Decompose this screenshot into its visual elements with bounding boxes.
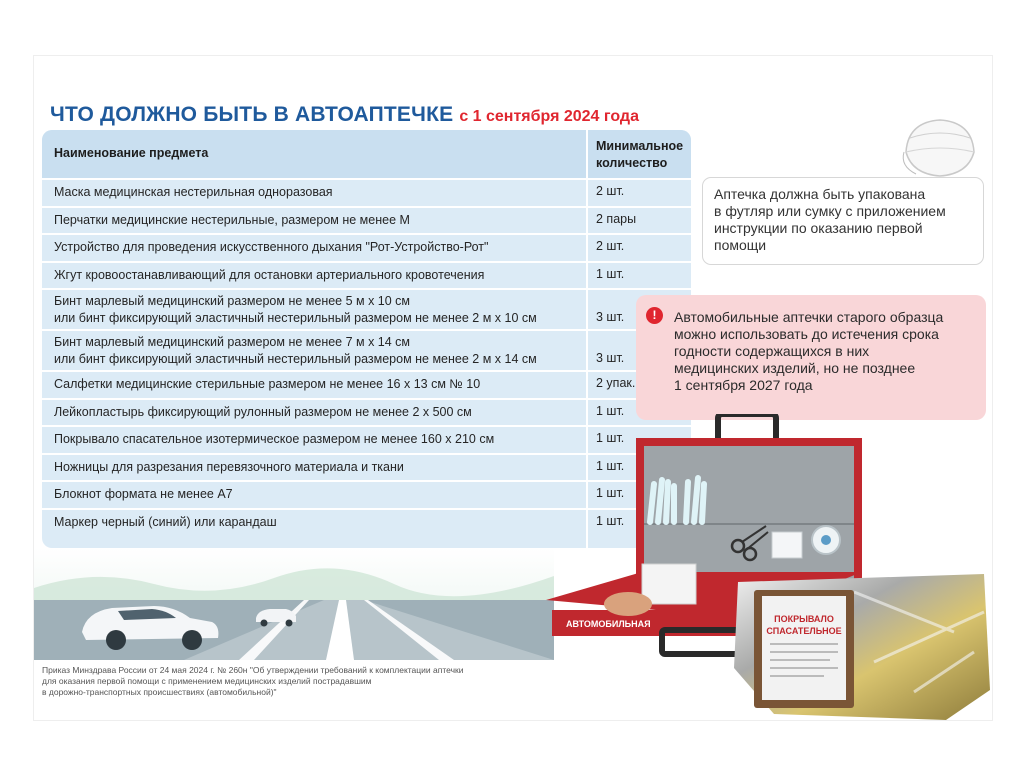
warning-icon: ! bbox=[646, 307, 663, 324]
table-row bbox=[42, 233, 691, 261]
item-quantity: 1 шт. bbox=[596, 403, 625, 418]
blanket-label-line1: ПОКРЫВАЛО bbox=[774, 614, 834, 624]
mask-icon bbox=[898, 114, 982, 184]
item-quantity: 1 шт. bbox=[596, 486, 625, 501]
table-row bbox=[42, 329, 691, 370]
item-name: Салфетки медицинские стерильные размером не менее 16 х 13 см № 10 bbox=[54, 377, 481, 392]
table-row bbox=[42, 178, 691, 206]
page-title bbox=[50, 92, 639, 129]
item-name: Маска медицинская нестерильная одноразовая bbox=[54, 185, 333, 200]
item-name: Устройство для проведения искусственного дыхания "Рот-Устройство-Рот" bbox=[54, 240, 489, 255]
item-quantity: 1 шт. bbox=[596, 458, 625, 473]
blanket-label-line2: СПАСАТЕЛЬНОЕ bbox=[766, 626, 842, 636]
table-header bbox=[42, 130, 691, 178]
item-name: Ножницы для разрезания перевязочного материала и ткани bbox=[54, 459, 404, 474]
legal-footnote: Приказ Минздрава России от 24 мая 2024 г. № 260н "Об утверждении требований к комплектации аптечки для оказания первой помощи с применением медицинских изделий пострадавшим в дорожно-транспортных происшествиях (автомобильной)" bbox=[42, 665, 464, 697]
item-name: Жгут кровоостанавливающий для остановки артериального кровотечения bbox=[54, 267, 485, 282]
old-kit-warning bbox=[636, 295, 986, 420]
item-quantity: 3 шт. bbox=[596, 351, 625, 365]
item-name: Маркер черный (синий) или карандаш bbox=[54, 514, 277, 529]
item-name: Бинт марлевый медицинский размером не менее 7 м х 14 см или бинт фиксирующий эластичный нестерильный размером не менее 2 м х 14 см bbox=[54, 334, 537, 366]
title-date: с 1 сентября 2024 года bbox=[459, 108, 639, 125]
header-item-name: Наименование предмета bbox=[54, 146, 209, 160]
road-scene-illustration bbox=[34, 548, 554, 660]
packaging-note: Аптечка должна быть упакована в футляр или сумку с приложением инструкции по оказанию первой помощи bbox=[702, 177, 984, 265]
rescue-blanket-illustration bbox=[734, 572, 992, 720]
item-name: Блокнот формата не менее А7 bbox=[54, 487, 233, 502]
item-quantity: 2 шт. bbox=[596, 239, 625, 254]
table-row bbox=[42, 206, 691, 234]
title-main: ЧТО ДОЛЖНО БЫТЬ В АВТОАПТЕЧКЕ bbox=[50, 103, 454, 126]
item-quantity: 2 шт. bbox=[596, 184, 625, 199]
slide bbox=[34, 56, 992, 720]
item-quantity: 1 шт. bbox=[596, 431, 625, 446]
item-quantity: 2 пары bbox=[596, 211, 637, 226]
item-quantity: 2 упак. bbox=[596, 376, 636, 391]
item-quantity: 1 шт. bbox=[596, 513, 625, 528]
item-name: Бинт марлевый медицинский размером не менее 5 м х 10 см или бинт фиксирующий эластичный нестерильный размером не менее 2 м х 10 см bbox=[54, 293, 537, 325]
item-quantity: 3 шт. bbox=[596, 310, 625, 324]
table-row bbox=[42, 288, 691, 329]
table-row bbox=[42, 261, 691, 289]
table-row bbox=[42, 370, 691, 398]
item-quantity: 1 шт. bbox=[596, 266, 625, 281]
kit-label-left: АВТОМОБИЛЬНАЯ bbox=[566, 619, 651, 629]
warning-text: Автомобильные аптечки старого образца можно использовать до истечения срока годности содержащихся в них медицинских изделий, но не позднее 1 сентября 2027 года bbox=[674, 309, 944, 393]
item-name: Лейкопластырь фиксирующий рулонный размером не менее 2 х 500 см bbox=[54, 404, 472, 419]
item-name: Покрывало спасательное изотермическое размером не менее 160 х 210 см bbox=[54, 432, 495, 447]
header-min-qty: Минимальное количество bbox=[596, 139, 684, 170]
item-name: Перчатки медицинские нестерильные, размером не менее M bbox=[54, 212, 410, 227]
